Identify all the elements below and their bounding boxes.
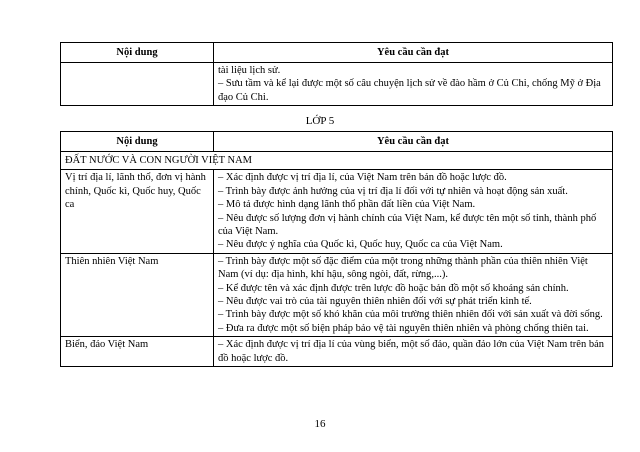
header-requirements: Yêu cầu cần đạt xyxy=(214,132,613,152)
table-row xyxy=(61,63,613,106)
curriculum-table-continued xyxy=(60,42,613,106)
table-row xyxy=(61,337,613,367)
row-content: Vị trí địa lí, lãnh thổ, đơn vị hành chính, Quốc kì, Quốc huy, Quốc ca xyxy=(61,170,214,253)
requirement-line: – Xác định được vị trí địa lí của vùng biển, một số đảo, quần đảo lớn của Việt Nam trên bản đồ hoặc lược đồ. xyxy=(218,339,605,364)
requirement-line: – Đưa ra được một số biện pháp bảo vệ tài nguyên thiên nhiên và phòng chống thiên tai. xyxy=(218,322,589,334)
table-header-row xyxy=(61,43,613,63)
requirement-line: – Nêu được số lượng đơn vị hành chính của Việt Nam, kể được tên một số tỉnh, thành phố của Việt Nam. xyxy=(218,212,597,238)
row-content xyxy=(61,63,214,106)
row-requirements xyxy=(214,63,613,106)
section-title: ĐẤT NƯỚC VÀ CON NGƯỜI VIỆT NAM xyxy=(61,152,613,170)
row-requirements xyxy=(214,337,613,367)
requirement-line: – Kể được tên và xác định được trên lược đồ hoặc bản đồ một số khoáng sản chính. xyxy=(218,282,569,294)
header-content: Nội dung xyxy=(61,43,214,63)
requirement-line: – Trình bày được một số đặc điểm của một trong những thành phần của thiên nhiên Việt Nam (ví dụ: địa hình, khí hậu, sông ngòi, đất, rừng,...). xyxy=(218,255,588,281)
page-number: 16 xyxy=(314,418,326,430)
table-header-row xyxy=(61,132,613,152)
grade-caption: LỚP 5 xyxy=(305,115,335,127)
row-requirements xyxy=(214,253,613,336)
table-row xyxy=(61,170,613,253)
row-content: Biển, đảo Việt Nam xyxy=(61,337,214,367)
requirement-line: – Sưu tầm và kể lại được một số câu chuyện lịch sử về đào hầm ở Củ Chi, chống Mỹ ở Địa đạo Củ Chi. xyxy=(218,78,601,103)
requirement-line: – Mô tả được hình dạng lãnh thổ phần đất liền của Việt Nam. xyxy=(218,199,476,211)
curriculum-table-grade5 xyxy=(60,131,613,367)
row-requirements xyxy=(214,170,613,253)
requirement-line: tài liệu lịch sử. xyxy=(218,65,281,76)
header-requirements: Yêu cầu cần đạt xyxy=(214,43,613,63)
requirement-line: – Nêu được ý nghĩa của Quốc kì, Quốc huy, Quốc ca của Việt Nam. xyxy=(218,239,503,251)
header-content: Nội dung xyxy=(61,132,214,152)
row-content: Thiên nhiên Việt Nam xyxy=(61,253,214,336)
requirement-line: – Trình bày được ảnh hưởng của vị trí địa lí đối với tự nhiên và hoạt động sản xuất. xyxy=(218,185,568,197)
requirement-line: – Trình bày được một số khó khăn của môi trường thiên nhiên đối với sản xuất và đời sống. xyxy=(218,309,603,321)
requirement-line: – Xác định được vị trí địa lí, của Việt Nam trên bản đồ hoặc lược đồ. xyxy=(218,172,507,184)
table-row xyxy=(61,253,613,336)
requirement-line: – Nêu được vai trò của tài nguyên thiên nhiên đối với sự phát triển kinh tế. xyxy=(218,296,532,308)
section-row xyxy=(61,152,613,170)
